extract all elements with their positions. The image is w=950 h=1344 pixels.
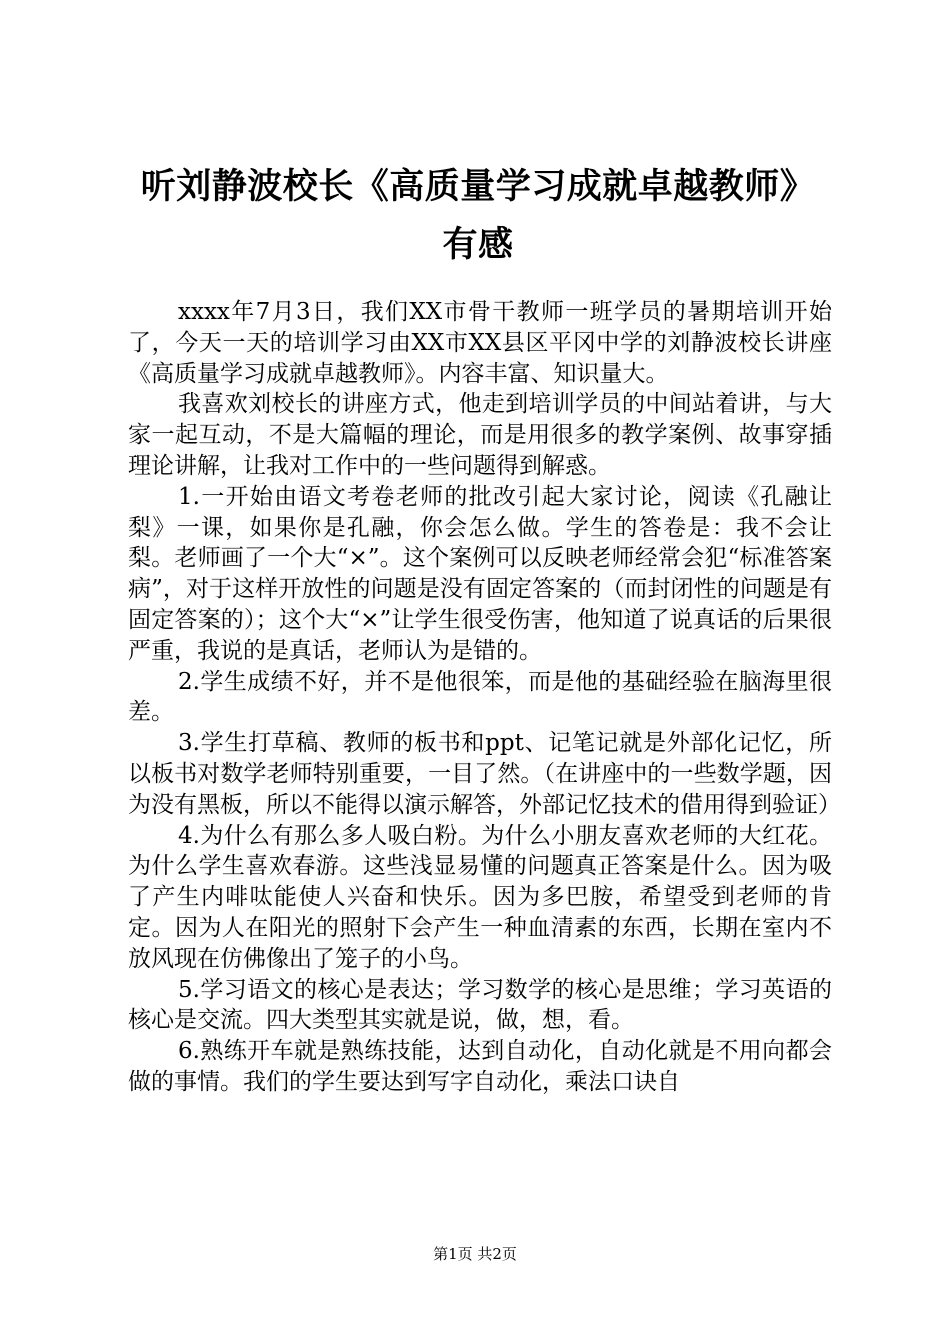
- paragraph-intro: xxxx年7月3日，我们XX市骨干教师一班学员的暑期培训开始了，今天一天的培训学习由XX市XX县区平冈中学的刘静波校长讲座《高质量学习成就卓越教师》。内容丰富、知识量大。: [128, 299, 832, 387]
- paragraph-point-5: 5.学习语文的核心是表达；学习数学的核心是思维；学习英语的核心是交流。四大类型其实就是说，做，想，看。: [128, 976, 832, 1034]
- page-number-footer: 第1页 共2页: [433, 1245, 517, 1263]
- paragraph-point-4: 4.为什么有那么多人吸白粉。为什么小朋友喜欢老师的大红花。为什么学生喜欢春游。这些浅显易懂的问题真正答案是什么。因为吸了产生内啡呔能使人兴奋和快乐。因为多巴胺，希望受到老师的肯定。因为人在阳光的照射下会产生一种血清素的东西，长期在室内不放风现在仿佛像出了笼子的小鸟。: [128, 822, 832, 972]
- paragraph-point-2: 2.学生成绩不好，并不是他很笨，而是他的基础经验在脑海里很差。: [128, 668, 832, 726]
- document-body: [128, 297, 841, 1098]
- paragraph-point-1: 1.一开始由语文考卷老师的批改引起大家讨论，阅读《孔融让梨》一课，如果你是孔融，你会怎么做。学生的答卷是：我不会让梨。老师画了一个大“×”。这个案例可以反映老师经常会犯“标准答案病”，对于这样开放性的问题是没有固定答案的（而封闭性的问题是有固定答案的）；这个大“×”让学生很受伤害，他知道了说真话的后果很严重，我说的是真话，老师认为是错的。: [128, 483, 832, 664]
- paragraph-point-6: 6.熟练开车就是熟练技能，达到自动化，自动化就是不用向都会做的事情。我们的学生要达到写字自动化，乘法口诀自: [128, 1038, 832, 1095]
- paragraph-point-3: 3.学生打草稿、教师的板书和ppt、记笔记就是外部化记忆，所以板书对数学老师特别重要，一目了然。（在讲座中的一些数学题，因为没有黑板，所以不能得以演示解答，外部记忆技术的借用得到验证）: [128, 730, 841, 818]
- paragraph-lecture-style: 我喜欢刘校长的讲座方式，他走到培训学员的中间站着讲，与大家一起互动，不是大篇幅的理论，而是用很多的教学案例、故事穿插理论讲解，让我对工作中的一些问题得到解惑。: [128, 391, 832, 479]
- document-title: 听刘静波校长《高质量学习成就卓越教师》有感: [140, 167, 816, 265]
